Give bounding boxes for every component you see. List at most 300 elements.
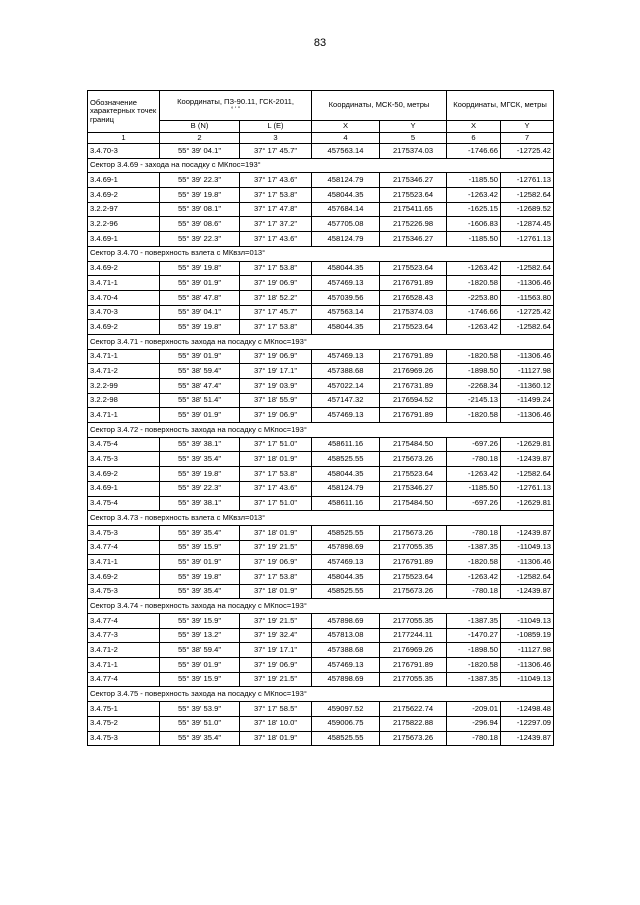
longitude-cell: 37° 17' 47.8" [240, 202, 312, 217]
table-row [88, 305, 554, 320]
point-id-cell: 3.4.70-3 [88, 144, 160, 159]
longitude-cell: 37° 17' 51.0" [240, 496, 312, 511]
point-id-cell: 3.4.75-4 [88, 437, 160, 452]
mgsk-y-cell: -12629.81 [501, 496, 554, 511]
msk50-y-cell: 2176528.43 [380, 290, 447, 305]
longitude-cell: 37° 18' 01.9" [240, 525, 312, 540]
msk50-y-cell: 2177244.11 [380, 628, 447, 643]
msk50-y-cell: 2175673.26 [380, 584, 447, 599]
mgsk-y-cell: -10859.19 [501, 628, 554, 643]
mgsk-y-cell: -12439.87 [501, 525, 554, 540]
mgsk-y-cell: -12439.87 [501, 452, 554, 467]
point-id-cell: 3.4.69-1 [88, 173, 160, 188]
mgsk-x-cell: -296.94 [447, 716, 501, 731]
msk50-y-cell: 2175374.03 [380, 305, 447, 320]
point-id-cell: 3.4.77-4 [88, 614, 160, 629]
mgsk-x-cell: -780.18 [447, 452, 501, 467]
point-id-cell: 3.4.70-3 [88, 305, 160, 320]
msk50-x-cell: 458044.35 [312, 569, 380, 584]
mgsk-x-cell: -1263.42 [447, 261, 501, 276]
msk50-y-cell: 2175673.26 [380, 731, 447, 746]
longitude-cell: 37° 19' 21.5" [240, 614, 312, 629]
latitude-cell: 55° 39' 01.9" [160, 555, 240, 570]
table-row [88, 144, 554, 159]
point-id-cell: 3.4.70-4 [88, 290, 160, 305]
mgsk-x-cell: -1606.83 [447, 217, 501, 232]
msk50-x-cell: 458611.16 [312, 496, 380, 511]
msk50-y-cell: 2175622.74 [380, 702, 447, 717]
msk50-y-cell: 2175484.50 [380, 496, 447, 511]
latitude-cell: 55° 39' 35.4" [160, 584, 240, 599]
msk50-y-cell: 2175822.88 [380, 716, 447, 731]
mgsk-x-cell: -780.18 [447, 584, 501, 599]
msk50-y-cell: 2175226.98 [380, 217, 447, 232]
msk50-x-cell: 457469.13 [312, 555, 380, 570]
point-id-cell: 3.4.75-3 [88, 525, 160, 540]
mgsk-y-cell: -12582.64 [501, 261, 554, 276]
msk50-x-cell: 458124.79 [312, 481, 380, 496]
latitude-cell: 55° 39' 38.1" [160, 437, 240, 452]
msk50-x-cell: 458525.55 [312, 584, 380, 599]
latitude-cell: 55° 38' 59.4" [160, 643, 240, 658]
mgsk-x-cell: -1263.42 [447, 320, 501, 335]
msk50-y-cell: 2175523.64 [380, 569, 447, 584]
coordinates-table [87, 90, 554, 746]
point-id-cell: 3.4.75-1 [88, 702, 160, 717]
mgsk-y-cell: -12439.87 [501, 731, 554, 746]
table-row [88, 188, 554, 203]
mgsk-x-cell: -697.26 [447, 437, 501, 452]
msk50-y-cell: 2176969.26 [380, 643, 447, 658]
table-row [88, 364, 554, 379]
mgsk-x-cell: -209.01 [447, 702, 501, 717]
point-id-cell: 3.4.75-3 [88, 731, 160, 746]
longitude-cell: 37° 19' 03.9" [240, 379, 312, 394]
table-row [88, 452, 554, 467]
latitude-cell: 55° 38' 51.4" [160, 393, 240, 408]
mgsk-y-cell: -11049.13 [501, 540, 554, 555]
sector-title: Сектор 3.4.69 - захода на посадку с МКпос=193° [88, 158, 554, 173]
msk50-x-cell: 457147.32 [312, 393, 380, 408]
longitude-cell: 37° 17' 43.6" [240, 481, 312, 496]
point-id-cell: 3.4.75-3 [88, 452, 160, 467]
longitude-cell: 37° 18' 01.9" [240, 731, 312, 746]
mgsk-x-cell: -1470.27 [447, 628, 501, 643]
header-pz90-title: Координаты, ПЗ-90.11, ГСК-2011, [177, 97, 294, 107]
mgsk-y-cell: -12725.42 [501, 144, 554, 159]
msk50-y-cell: 2176969.26 [380, 364, 447, 379]
msk50-y-cell: 2175523.64 [380, 261, 447, 276]
point-id-cell: 3.4.77-3 [88, 628, 160, 643]
sector-title: Сектор 3.4.75 - поверхность захода на посадку с МКпос=193° [88, 687, 554, 702]
table-row [88, 173, 554, 188]
mgsk-x-cell: -1387.35 [447, 672, 501, 687]
table-row [88, 379, 554, 394]
mgsk-x-cell: -1387.35 [447, 614, 501, 629]
msk50-x-cell: 457469.13 [312, 276, 380, 291]
table-row [88, 672, 554, 687]
table-row [88, 569, 554, 584]
column-number: 2 [160, 133, 240, 144]
point-id-cell: 3.2.2-96 [88, 217, 160, 232]
sector-title: Сектор 3.4.74 - поверхность захода на посадку с МКпос=193° [88, 599, 554, 614]
msk50-x-cell: 458525.55 [312, 731, 380, 746]
msk50-y-cell: 2175411.65 [380, 202, 447, 217]
msk50-y-cell: 2176791.89 [380, 658, 447, 673]
longitude-cell: 37° 17' 45.7" [240, 305, 312, 320]
sector-title: Сектор 3.4.71 - поверхность захода на посадку с МКпос=193° [88, 334, 554, 349]
mgsk-x-cell: -1185.50 [447, 173, 501, 188]
msk50-y-cell: 2175346.27 [380, 173, 447, 188]
table-row [88, 202, 554, 217]
latitude-cell: 55° 39' 22.3" [160, 481, 240, 496]
mgsk-y-cell: -11306.46 [501, 555, 554, 570]
msk50-x-cell: 457813.08 [312, 628, 380, 643]
column-number: 1 [88, 133, 160, 144]
mgsk-y-cell: -12498.48 [501, 702, 554, 717]
sector-header-row [88, 511, 554, 526]
latitude-cell: 55° 38' 47.4" [160, 379, 240, 394]
table-row [88, 614, 554, 629]
msk50-x-cell: 457898.69 [312, 672, 380, 687]
latitude-cell: 55° 39' 13.2" [160, 628, 240, 643]
longitude-cell: 37° 17' 43.6" [240, 173, 312, 188]
msk50-y-cell: 2175673.26 [380, 525, 447, 540]
table-row [88, 261, 554, 276]
mgsk-x-cell: -2253.80 [447, 290, 501, 305]
msk50-y-cell: 2177055.35 [380, 540, 447, 555]
table-row [88, 276, 554, 291]
msk50-y-cell: 2176791.89 [380, 276, 447, 291]
msk50-x-cell: 457388.68 [312, 364, 380, 379]
mgsk-y-cell: -11049.13 [501, 614, 554, 629]
longitude-cell: 37° 19' 06.9" [240, 276, 312, 291]
column-number: 7 [501, 133, 554, 144]
sector-header-row [88, 158, 554, 173]
point-id-cell: 3.4.69-1 [88, 232, 160, 247]
longitude-cell: 37° 18' 01.9" [240, 452, 312, 467]
table-row [88, 437, 554, 452]
table-row [88, 731, 554, 746]
table-row [88, 584, 554, 599]
point-id-cell: 3.4.71-2 [88, 643, 160, 658]
latitude-cell: 55° 39' 38.1" [160, 496, 240, 511]
latitude-cell: 55° 39' 01.9" [160, 276, 240, 291]
latitude-cell: 55° 39' 01.9" [160, 658, 240, 673]
header-point-designation: Обозначение характерных точек границ [88, 91, 160, 133]
point-id-cell: 3.4.69-2 [88, 188, 160, 203]
mgsk-x-cell: -1820.58 [447, 349, 501, 364]
longitude-cell: 37° 17' 53.8" [240, 261, 312, 276]
header-mgsk-group: Координаты, МГСК, метры [447, 91, 554, 121]
page-number: 83 [313, 37, 327, 49]
mgsk-x-cell: -1820.58 [447, 658, 501, 673]
header-msk50-group: Координаты, МСК-50, метры [312, 91, 447, 121]
mgsk-x-cell: -1820.58 [447, 555, 501, 570]
point-id-cell: 3.4.77-4 [88, 672, 160, 687]
column-number: 4 [312, 133, 380, 144]
longitude-cell: 37° 17' 53.8" [240, 569, 312, 584]
longitude-cell: 37° 19' 17.1" [240, 364, 312, 379]
latitude-cell: 55° 39' 19.8" [160, 320, 240, 335]
mgsk-y-cell: -11360.12 [501, 379, 554, 394]
longitude-cell: 37° 17' 58.5" [240, 702, 312, 717]
longitude-cell: 37° 17' 37.2" [240, 217, 312, 232]
mgsk-x-cell: -1820.58 [447, 276, 501, 291]
table-body [88, 144, 554, 746]
msk50-x-cell: 457039.56 [312, 290, 380, 305]
mgsk-y-cell: -12725.42 [501, 305, 554, 320]
header-b-n: B (N) [160, 121, 240, 133]
point-id-cell: 3.4.75-4 [88, 496, 160, 511]
msk50-x-cell: 457684.14 [312, 202, 380, 217]
sector-header-row [88, 423, 554, 438]
mgsk-y-cell: -12297.09 [501, 716, 554, 731]
longitude-cell: 37° 19' 21.5" [240, 540, 312, 555]
longitude-cell: 37° 19' 06.9" [240, 658, 312, 673]
msk50-x-cell: 459097.52 [312, 702, 380, 717]
mgsk-y-cell: -12582.64 [501, 320, 554, 335]
msk50-x-cell: 458611.16 [312, 437, 380, 452]
latitude-cell: 55° 39' 35.4" [160, 525, 240, 540]
mgsk-x-cell: -1185.50 [447, 481, 501, 496]
msk50-x-cell: 458124.79 [312, 173, 380, 188]
latitude-cell: 55° 39' 01.9" [160, 408, 240, 423]
point-id-cell: 3.2.2-98 [88, 393, 160, 408]
mgsk-y-cell: -12689.52 [501, 202, 554, 217]
longitude-cell: 37° 17' 43.6" [240, 232, 312, 247]
header-mgsk-y: Y [501, 121, 554, 133]
mgsk-y-cell: -12582.64 [501, 467, 554, 482]
header-pz90-units: ° ' " [230, 106, 240, 113]
column-number: 3 [240, 133, 312, 144]
latitude-cell: 55° 39' 08.1" [160, 202, 240, 217]
table-row [88, 702, 554, 717]
point-id-cell: 3.2.2-97 [88, 202, 160, 217]
mgsk-y-cell: -11127.98 [501, 364, 554, 379]
mgsk-y-cell: -12761.13 [501, 173, 554, 188]
latitude-cell: 55° 39' 15.9" [160, 540, 240, 555]
mgsk-y-cell: -11127.98 [501, 643, 554, 658]
latitude-cell: 55° 39' 35.4" [160, 452, 240, 467]
latitude-cell: 55° 39' 19.8" [160, 467, 240, 482]
table-row [88, 628, 554, 643]
msk50-x-cell: 457388.68 [312, 643, 380, 658]
latitude-cell: 55° 38' 59.4" [160, 364, 240, 379]
longitude-cell: 37° 18' 10.0" [240, 716, 312, 731]
table-row [88, 555, 554, 570]
mgsk-y-cell: -12582.64 [501, 569, 554, 584]
header-mgsk-x: X [447, 121, 501, 133]
latitude-cell: 55° 39' 51.0" [160, 716, 240, 731]
table-row [88, 408, 554, 423]
mgsk-y-cell: -12439.87 [501, 584, 554, 599]
msk50-y-cell: 2176731.89 [380, 379, 447, 394]
latitude-cell: 55° 39' 08.6" [160, 217, 240, 232]
table-row [88, 643, 554, 658]
mgsk-y-cell: -12874.45 [501, 217, 554, 232]
mgsk-x-cell: -1625.15 [447, 202, 501, 217]
latitude-cell: 55° 39' 53.9" [160, 702, 240, 717]
msk50-y-cell: 2177055.35 [380, 672, 447, 687]
column-number: 5 [380, 133, 447, 144]
longitude-cell: 37° 17' 45.7" [240, 144, 312, 159]
header-pz90-group [160, 91, 312, 121]
header-msk-x: X [312, 121, 380, 133]
mgsk-y-cell: -11306.46 [501, 349, 554, 364]
point-id-cell: 3.4.75-3 [88, 584, 160, 599]
mgsk-x-cell: -1185.50 [447, 232, 501, 247]
msk50-y-cell: 2177055.35 [380, 614, 447, 629]
msk50-y-cell: 2175673.26 [380, 452, 447, 467]
latitude-cell: 55° 39' 19.8" [160, 569, 240, 584]
point-id-cell: 3.4.71-1 [88, 658, 160, 673]
msk50-x-cell: 457898.69 [312, 540, 380, 555]
longitude-cell: 37° 18' 01.9" [240, 584, 312, 599]
mgsk-x-cell: -1746.66 [447, 305, 501, 320]
latitude-cell: 55° 39' 22.3" [160, 173, 240, 188]
mgsk-x-cell: -2145.13 [447, 393, 501, 408]
sector-title: Сектор 3.4.73 - поверхность взлета с МКвзл=013° [88, 511, 554, 526]
latitude-cell: 55° 39' 22.3" [160, 232, 240, 247]
msk50-y-cell: 2175523.64 [380, 467, 447, 482]
latitude-cell: 55° 39' 15.9" [160, 614, 240, 629]
mgsk-y-cell: -12582.64 [501, 188, 554, 203]
table-row [88, 320, 554, 335]
msk50-y-cell: 2175523.64 [380, 188, 447, 203]
header-l-e: L (E) [240, 121, 312, 133]
mgsk-x-cell: -780.18 [447, 525, 501, 540]
latitude-cell: 55° 39' 15.9" [160, 672, 240, 687]
msk50-x-cell: 457022.14 [312, 379, 380, 394]
msk50-x-cell: 458044.35 [312, 320, 380, 335]
table-row [88, 525, 554, 540]
point-id-cell: 3.4.69-1 [88, 481, 160, 496]
longitude-cell: 37° 19' 21.5" [240, 672, 312, 687]
msk50-y-cell: 2175484.50 [380, 437, 447, 452]
table-row [88, 481, 554, 496]
point-id-cell: 3.4.71-1 [88, 276, 160, 291]
msk50-x-cell: 458525.55 [312, 525, 380, 540]
msk50-x-cell: 458044.35 [312, 188, 380, 203]
longitude-cell: 37° 18' 52.2" [240, 290, 312, 305]
mgsk-x-cell: -697.26 [447, 496, 501, 511]
table-row [88, 349, 554, 364]
msk50-x-cell: 458124.79 [312, 232, 380, 247]
sector-title: Сектор 3.4.72 - поверхность захода на посадку с МКпос=193° [88, 423, 554, 438]
mgsk-y-cell: -11306.46 [501, 658, 554, 673]
mgsk-x-cell: -1263.42 [447, 467, 501, 482]
table-row [88, 290, 554, 305]
sector-header-row [88, 599, 554, 614]
mgsk-x-cell: -1898.50 [447, 364, 501, 379]
mgsk-x-cell: -1820.58 [447, 408, 501, 423]
mgsk-y-cell: -11499.24 [501, 393, 554, 408]
table-row [88, 716, 554, 731]
msk50-x-cell: 457469.13 [312, 408, 380, 423]
latitude-cell: 55° 39' 19.8" [160, 188, 240, 203]
mgsk-y-cell: -11049.13 [501, 672, 554, 687]
sector-header-row [88, 246, 554, 261]
mgsk-y-cell: -12761.13 [501, 481, 554, 496]
msk50-y-cell: 2175346.27 [380, 232, 447, 247]
mgsk-y-cell: -12629.81 [501, 437, 554, 452]
sector-header-row [88, 334, 554, 349]
latitude-cell: 55° 39' 04.1" [160, 305, 240, 320]
table-row [88, 658, 554, 673]
longitude-cell: 37° 19' 06.9" [240, 349, 312, 364]
msk50-x-cell: 459006.75 [312, 716, 380, 731]
table-row [88, 232, 554, 247]
point-id-cell: 3.4.69-2 [88, 569, 160, 584]
mgsk-x-cell: -1746.66 [447, 144, 501, 159]
longitude-cell: 37° 19' 06.9" [240, 555, 312, 570]
longitude-cell: 37° 17' 53.8" [240, 320, 312, 335]
msk50-y-cell: 2175374.03 [380, 144, 447, 159]
table-row [88, 540, 554, 555]
header-msk-y: Y [380, 121, 447, 133]
point-id-cell: 3.4.71-1 [88, 555, 160, 570]
longitude-cell: 37° 19' 32.4" [240, 628, 312, 643]
mgsk-y-cell: -12761.13 [501, 232, 554, 247]
mgsk-x-cell: -1263.42 [447, 188, 501, 203]
mgsk-x-cell: -1263.42 [447, 569, 501, 584]
msk50-y-cell: 2176791.89 [380, 349, 447, 364]
sector-title: Сектор 3.4.70 - поверхность взлета с МКвзл=013° [88, 246, 554, 261]
msk50-y-cell: 2175523.64 [380, 320, 447, 335]
msk50-y-cell: 2176791.89 [380, 555, 447, 570]
longitude-cell: 37° 17' 51.0" [240, 437, 312, 452]
latitude-cell: 55° 39' 04.1" [160, 144, 240, 159]
column-number: 6 [447, 133, 501, 144]
msk50-x-cell: 457705.08 [312, 217, 380, 232]
longitude-cell: 37° 19' 06.9" [240, 408, 312, 423]
msk50-x-cell: 458044.35 [312, 261, 380, 276]
point-id-cell: 3.4.69-2 [88, 467, 160, 482]
mgsk-x-cell: -1898.50 [447, 643, 501, 658]
msk50-x-cell: 458525.55 [312, 452, 380, 467]
point-id-cell: 3.2.2-99 [88, 379, 160, 394]
msk50-x-cell: 457563.14 [312, 305, 380, 320]
mgsk-y-cell: -11563.80 [501, 290, 554, 305]
longitude-cell: 37° 19' 17.1" [240, 643, 312, 658]
point-id-cell: 3.4.71-1 [88, 349, 160, 364]
latitude-cell: 55° 38' 47.8" [160, 290, 240, 305]
msk50-x-cell: 457563.14 [312, 144, 380, 159]
msk50-y-cell: 2175346.27 [380, 481, 447, 496]
point-id-cell: 3.4.69-2 [88, 320, 160, 335]
msk50-x-cell: 457469.13 [312, 349, 380, 364]
msk50-x-cell: 457898.69 [312, 614, 380, 629]
point-id-cell: 3.4.71-2 [88, 364, 160, 379]
longitude-cell: 37° 18' 55.9" [240, 393, 312, 408]
table-row [88, 496, 554, 511]
mgsk-x-cell: -1387.35 [447, 540, 501, 555]
table-row [88, 393, 554, 408]
mgsk-x-cell: -2268.34 [447, 379, 501, 394]
msk50-y-cell: 2176791.89 [380, 408, 447, 423]
mgsk-x-cell: -780.18 [447, 731, 501, 746]
point-id-cell: 3.4.69-2 [88, 261, 160, 276]
table-row [88, 217, 554, 232]
msk50-x-cell: 457469.13 [312, 658, 380, 673]
msk50-x-cell: 458044.35 [312, 467, 380, 482]
latitude-cell: 55° 39' 35.4" [160, 731, 240, 746]
point-id-cell: 3.4.71-1 [88, 408, 160, 423]
longitude-cell: 37° 17' 53.8" [240, 467, 312, 482]
mgsk-y-cell: -11306.46 [501, 408, 554, 423]
point-id-cell: 3.4.75-2 [88, 716, 160, 731]
